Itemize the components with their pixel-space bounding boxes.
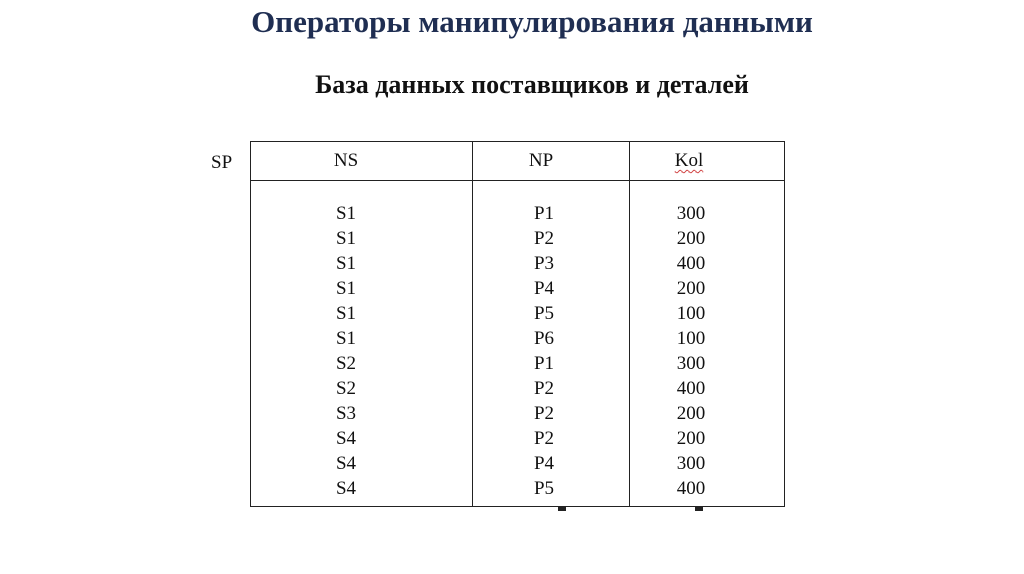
cell-kol: 300 — [676, 453, 706, 474]
table-row — [251, 428, 784, 453]
cell-kol: 200 — [676, 403, 706, 424]
cell-kol: 400 — [676, 478, 706, 499]
cell-np: P5 — [533, 303, 555, 324]
table-row — [251, 378, 784, 403]
cell-kol: 300 — [676, 203, 706, 224]
table-row — [251, 228, 784, 253]
cell-kol: 100 — [676, 328, 706, 349]
cell-np: P2 — [533, 378, 555, 399]
table-body — [251, 203, 784, 503]
cell-np: P4 — [533, 278, 555, 299]
cell-ns: S1 — [335, 228, 357, 249]
table-row — [251, 253, 784, 278]
table-row — [251, 303, 784, 328]
cell-kol: 400 — [676, 253, 706, 274]
cell-ns: S1 — [335, 203, 357, 224]
cell-ns: S4 — [335, 478, 357, 499]
cell-ns: S2 — [335, 378, 357, 399]
remnant-mark — [695, 507, 703, 511]
cell-np: P2 — [533, 428, 555, 449]
table-row — [251, 328, 784, 353]
cell-np: P2 — [533, 228, 555, 249]
cell-np: P2 — [533, 403, 555, 424]
column-header-np: NP — [528, 150, 554, 171]
table-row — [251, 203, 784, 228]
cell-kol: 400 — [676, 378, 706, 399]
cell-kol: 200 — [676, 428, 706, 449]
cell-kol: 200 — [676, 228, 706, 249]
column-header-kol-text: Kol — [674, 150, 704, 171]
header-divider — [251, 180, 784, 181]
slide-title: Операторы манипулирования данными — [251, 4, 813, 39]
table-row — [251, 403, 784, 428]
sp-relation-table — [250, 141, 785, 507]
column-header-ns: NS — [333, 150, 359, 171]
cell-ns: S1 — [335, 278, 357, 299]
cell-np: P3 — [533, 253, 555, 274]
slide-subtitle: База данных поставщиков и деталей — [315, 70, 749, 99]
cell-ns: S4 — [335, 428, 357, 449]
cell-kol: 300 — [676, 353, 706, 374]
cropped-text-remnant — [540, 507, 710, 513]
cell-ns: S2 — [335, 353, 357, 374]
cell-np: P4 — [533, 453, 555, 474]
cell-np: P1 — [533, 353, 555, 374]
cell-kol: 100 — [676, 303, 706, 324]
cell-ns: S1 — [335, 328, 357, 349]
cell-ns: S4 — [335, 453, 357, 474]
cell-ns: S1 — [335, 303, 357, 324]
cell-np: P6 — [533, 328, 555, 349]
cell-ns: S1 — [335, 253, 357, 274]
remnant-mark — [558, 507, 566, 511]
column-header-kol — [629, 150, 749, 172]
table-row — [251, 478, 784, 503]
cell-np: P1 — [533, 203, 555, 224]
table-row — [251, 353, 784, 378]
cell-kol: 200 — [676, 278, 706, 299]
cell-np: P5 — [533, 478, 555, 499]
table-row — [251, 278, 784, 303]
cell-ns: S3 — [335, 403, 357, 424]
table-row — [251, 453, 784, 478]
relation-name-label: SP — [211, 152, 233, 173]
